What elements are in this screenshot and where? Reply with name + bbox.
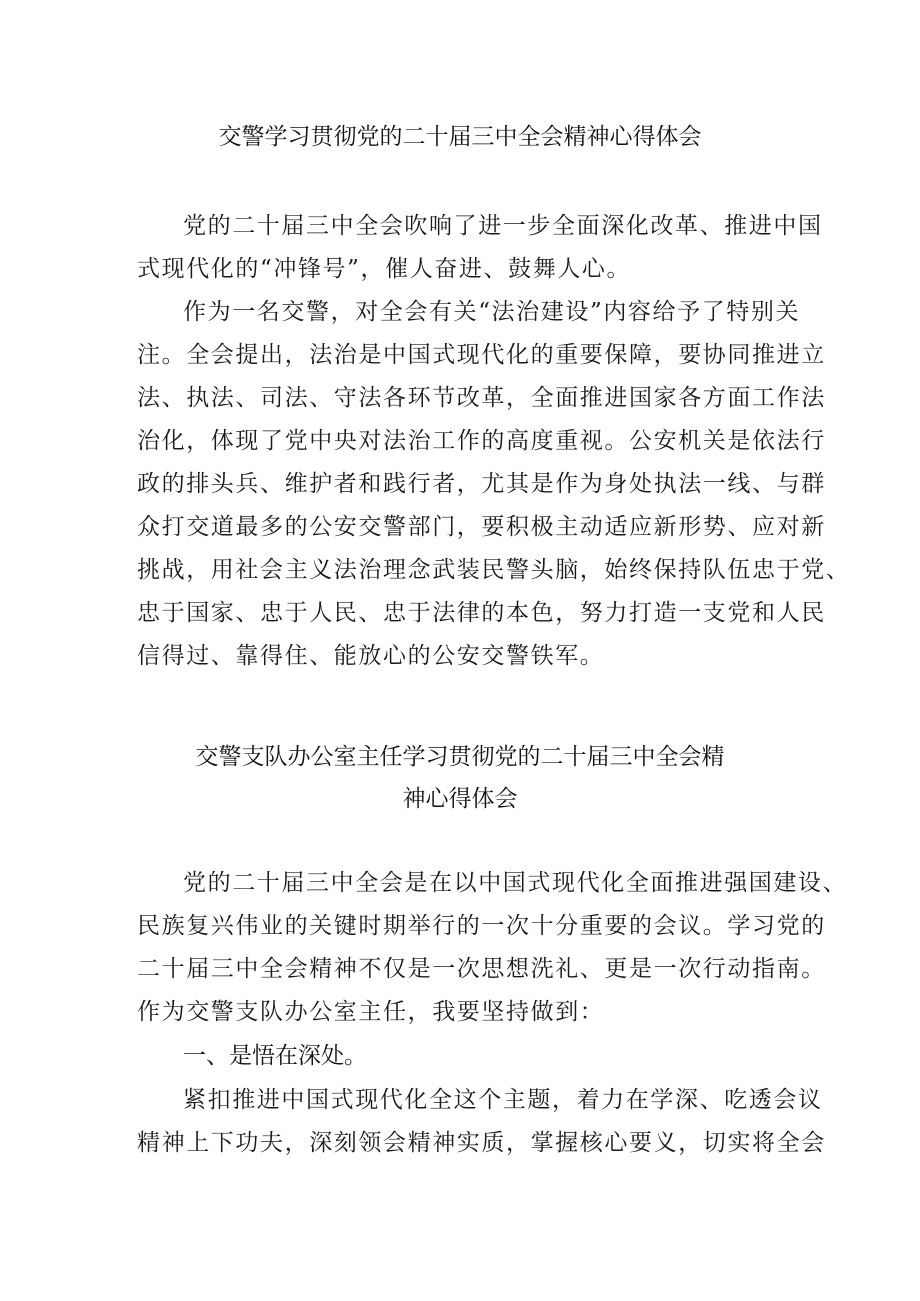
- article2-intro-line1: 党的二十届三中全会是在以中国式现代化全面推进强国建设、: [183, 870, 848, 896]
- article1-p1-line2: 式现代化的“冲锋号”，催人奋进、鼓舞人心。: [137, 256, 632, 282]
- article1-p2-line3: 法、执法、司法、守法各环节改革，全面推进国家各方面工作法: [137, 385, 826, 411]
- section1-line1: 紧扣推进中国式现代化全这个主题，着力在学深、吃透会议: [183, 1087, 823, 1113]
- article2-title-line1: 交警支队办公室主任学习贯彻党的二十届三中全会精: [195, 744, 725, 770]
- article2-intro-line3: 二十届三中全会精神不仅是一次思想洗礼、更是一次行动指南。: [137, 956, 826, 982]
- article1-p2-line5: 政的排头兵、维护者和践行者，尤其是作为身处执法一线、与群: [137, 471, 826, 497]
- article2-intro-line2: 民族复兴伟业的关键时期举行的一次十分重要的会议。学习党的: [137, 913, 826, 939]
- article1-p2-line9: 信得过、靠得住、能放心的公安交警铁军。: [137, 643, 605, 669]
- article1-p1-line1: 党的二十届三中全会吹响了进一步全面深化改革、推进中国: [183, 213, 823, 239]
- article2-title-line2: 神心得体会: [402, 786, 518, 812]
- article2-intro-line4: 作为交警支队办公室主任，我要坚持做到：: [137, 999, 605, 1025]
- section1-line2: 精神上下功夫，深刻领会精神实质，掌握核心要义，切实将全会: [137, 1130, 826, 1156]
- article1-p2-line1: 作为一名交警，对全会有关“法治建设”内容给予了特别关: [183, 299, 801, 325]
- article1-p2-line2: 注。全会提出，法治是中国式现代化的重要保障，要协同推进立: [137, 342, 826, 368]
- article1-p2-line8: 忠于国家、忠于人民、忠于法律的本色，努力打造一支党和人民: [137, 600, 826, 626]
- article1-p2-line6: 众打交道最多的公安交警部门，要积极主动适应新形势、应对新: [137, 514, 826, 540]
- article1-p2-line4: 治化，体现了党中央对法治工作的高度重视。公安机关是依法行: [137, 428, 826, 454]
- section1-heading: 一、是悟在深处。: [183, 1043, 367, 1069]
- article1-p2-line7: 挑战，用社会主义法治理念武装民警头脑，始终保持队伍忠于党、: [137, 557, 851, 583]
- article1-title: 交警学习贯彻党的二十届三中全会精神心得体会: [218, 124, 702, 150]
